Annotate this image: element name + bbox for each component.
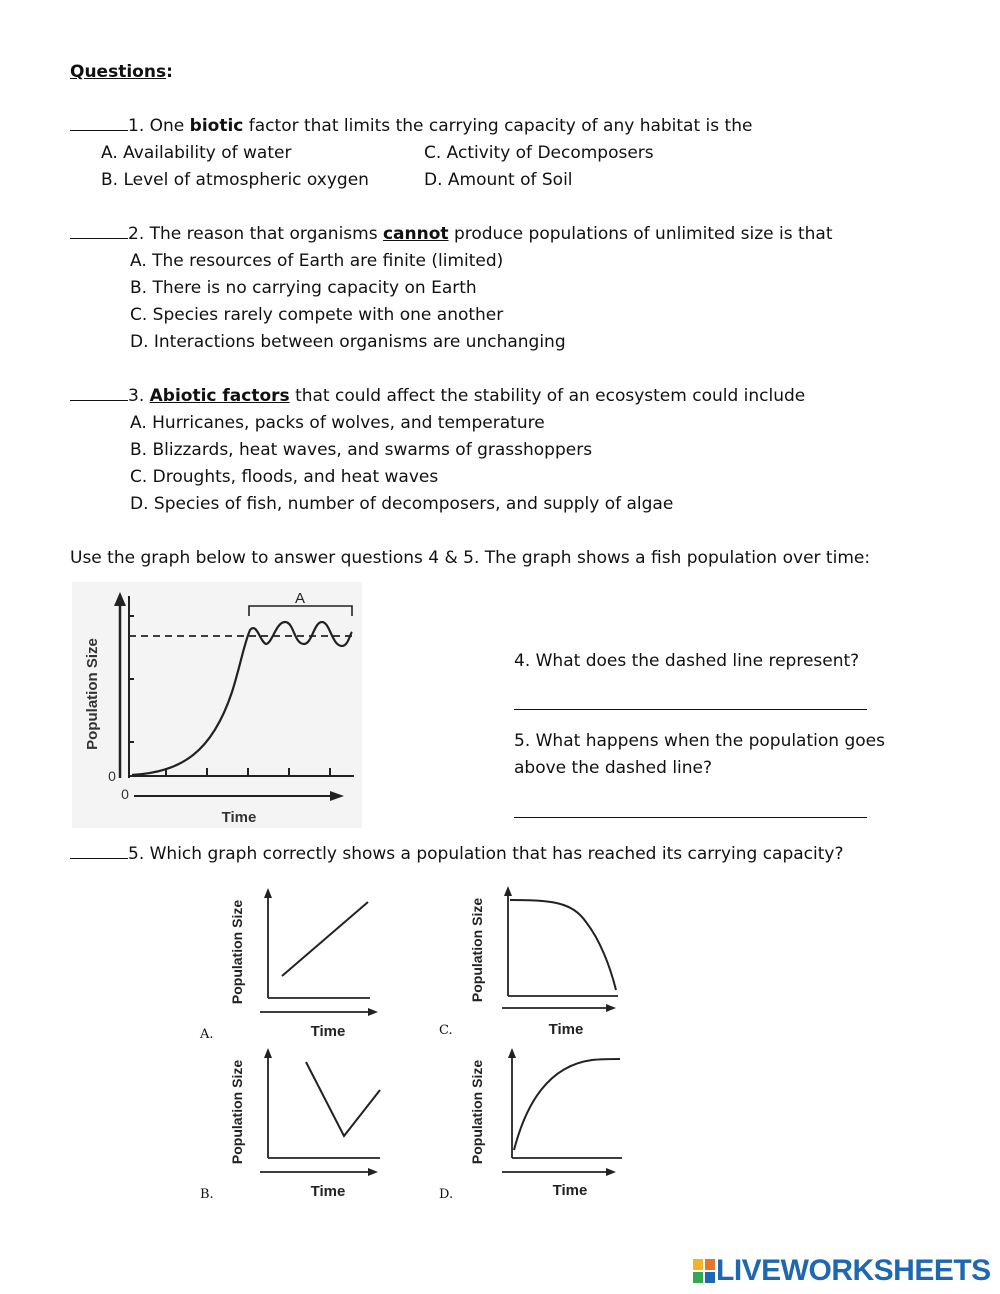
q2-option-b: B. There is no carrying capacity on Earth: [130, 278, 477, 298]
bracket-label: A: [294, 590, 306, 607]
graph-a-letter: A.: [200, 1027, 214, 1042]
svg-text:Population Size: Population Size: [229, 899, 245, 1005]
q2-option-a: A. The resources of Earth are finite (limited): [130, 251, 504, 271]
question-5a-line2: above the dashed line?: [514, 758, 713, 778]
q1-option-d: D. Amount of Soil: [424, 170, 573, 190]
svg-text:Time: Time: [548, 1021, 584, 1038]
svg-text:Population Size: Population Size: [469, 1059, 485, 1165]
graph-d-letter: D.: [439, 1187, 454, 1202]
question-1: 1. One biotic factor that limits the carrying capacity of any habitat is the: [70, 116, 752, 136]
graph-b-letter: B.: [200, 1187, 214, 1202]
graph-c-line: [510, 900, 616, 990]
answer-blank-5b[interactable]: [70, 844, 128, 859]
question-5b: 5. Which graph correctly shows a population that has reached its carrying capacity?: [70, 844, 844, 864]
answer-blank-3[interactable]: [70, 386, 128, 401]
graph-option-d: [462, 1044, 632, 1204]
graph-c-letter: C.: [439, 1023, 453, 1038]
svg-text:Time: Time: [310, 1183, 346, 1200]
answer-blank-1[interactable]: [70, 116, 128, 131]
liveworksheets-logo[interactable]: [692, 1254, 991, 1288]
page-title: Questions:: [70, 62, 173, 82]
graph-background: [72, 582, 362, 828]
graph-option-c: [462, 882, 632, 1042]
heading-text: Questions: [70, 62, 167, 82]
svg-text:Population Size: Population Size: [229, 1059, 245, 1165]
q1-option-c: C. Activity of Decomposers: [424, 143, 654, 163]
question-4: 4. What does the dashed line represent?: [514, 651, 860, 671]
graph-intro: Use the graph below to answer questions 4 & 5. The graph shows a fish population over time:: [70, 548, 871, 568]
question-2: 2. The reason that organisms cannot produce populations of unlimited size is that: [70, 224, 833, 244]
question-3: 3. Abiotic factors that could affect the stability of an ecosystem could include: [70, 386, 805, 406]
fish-population-graph: [72, 582, 362, 828]
svg-text:Time: Time: [552, 1182, 588, 1199]
x-origin-label: 0: [121, 786, 129, 802]
q2-option-c: C. Species rarely compete with one another: [130, 305, 504, 325]
q3-option-b: B. Blizzards, heat waves, and swarms of grasshoppers: [130, 440, 593, 460]
q3-option-a: A. Hurricanes, packs of wolves, and temperature: [130, 413, 545, 433]
q3-option-d: D. Species of fish, number of decomposers, and supply of algae: [130, 494, 674, 514]
answer-line-5a[interactable]: [514, 817, 867, 818]
svg-text:Population Size: Population Size: [469, 897, 485, 1003]
answer-line-4[interactable]: [514, 709, 867, 710]
y-origin-label: 0: [108, 768, 116, 784]
answer-blank-2[interactable]: [70, 224, 128, 239]
q2-option-d: D. Interactions between organisms are unchanging: [130, 332, 566, 352]
x-axis-label: Time: [221, 809, 257, 826]
graph-d-line: [514, 1059, 620, 1150]
logo-text: LIVEWORKSHEETS: [716, 1254, 991, 1287]
graph-option-a: [222, 884, 388, 1044]
graph-option-b: [222, 1044, 388, 1204]
logo-mark-icon: [692, 1258, 716, 1284]
graph-b-line: [306, 1062, 380, 1136]
svg-text:Time: Time: [310, 1023, 346, 1040]
q1-option-b: B. Level of atmospheric oxygen: [101, 170, 369, 190]
question-5a-line1: 5. What happens when the population goes: [514, 731, 885, 751]
graph-a-line: [282, 902, 368, 976]
q1-option-a: A. Availability of water: [101, 143, 292, 163]
q3-option-c: C. Droughts, floods, and heat waves: [130, 467, 439, 487]
y-axis-label: Population Size: [84, 638, 101, 750]
